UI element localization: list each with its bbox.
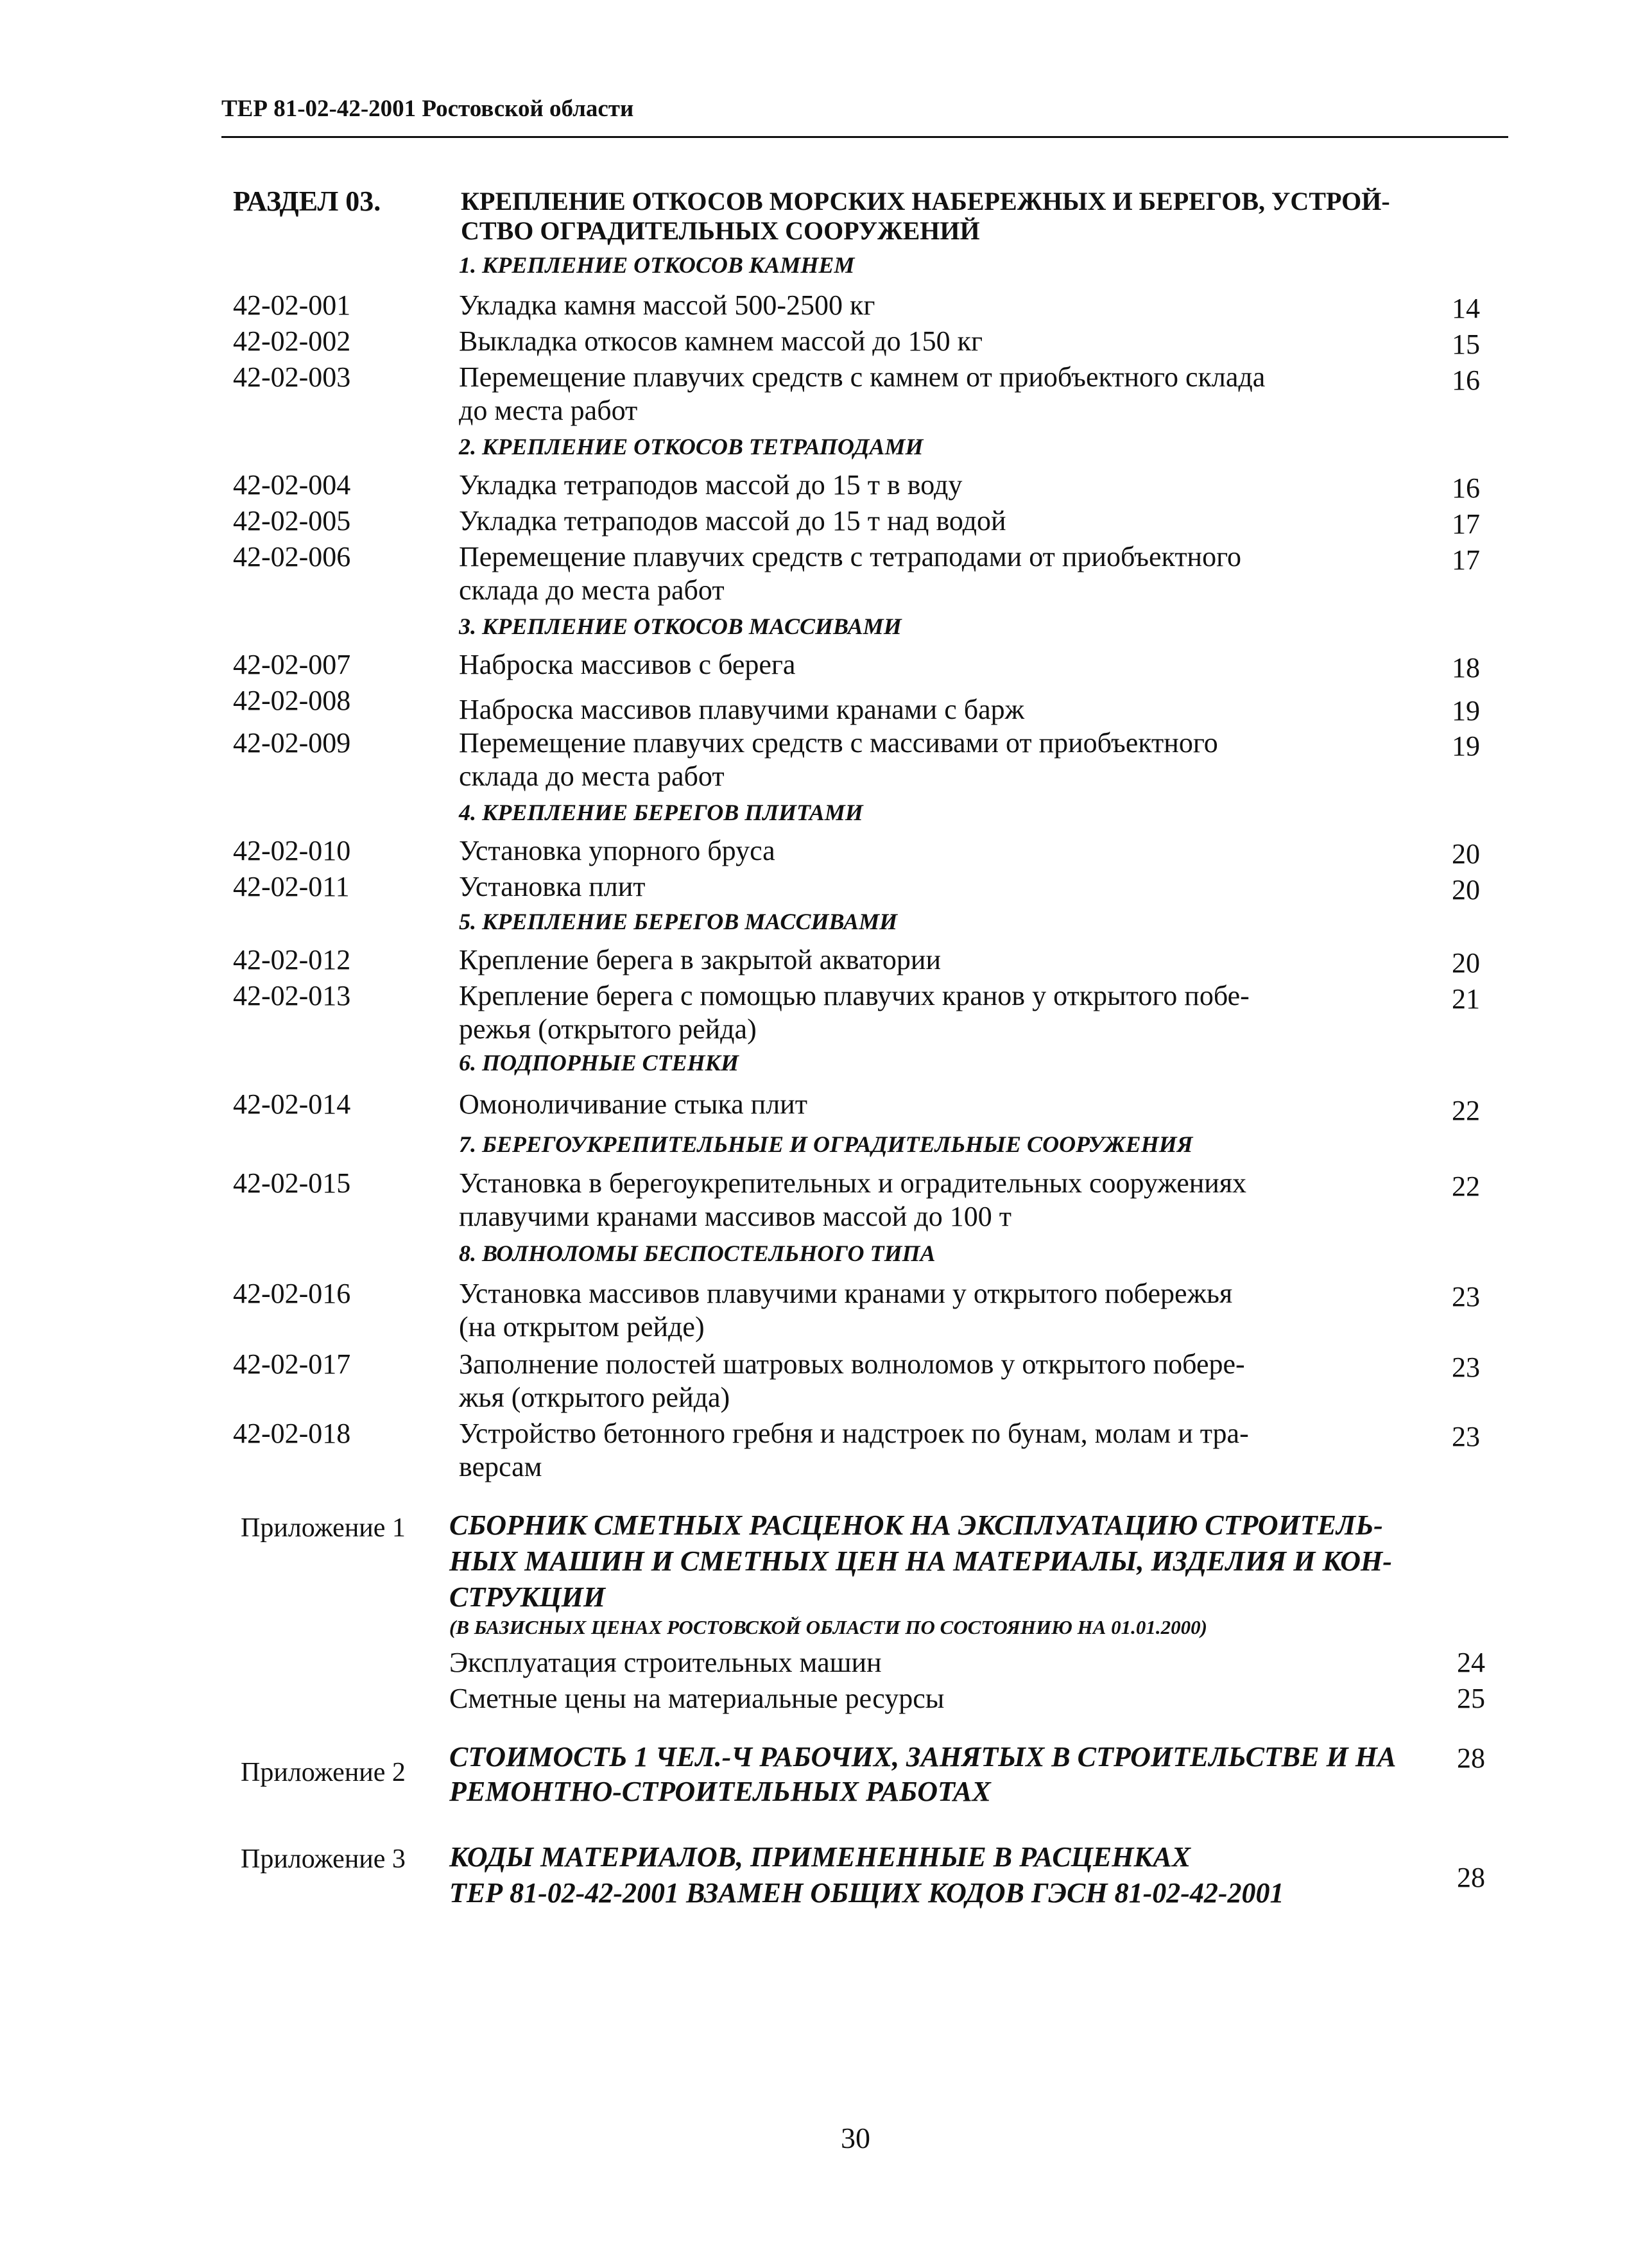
entry-page: 20	[1452, 874, 1480, 906]
entry-title: Выкладка откосов камнем массой до 150 кг	[459, 325, 983, 357]
entry-code: 42-02-007	[233, 649, 351, 680]
entry-title-cont: версам	[459, 1451, 542, 1482]
entry-title: Укладка тетраподов массой до 15 т в воду	[459, 469, 963, 501]
appendix-item-title: Эксплуатация строительных машин	[449, 1647, 882, 1678]
appendix-heading-line2: НЫХ МАШИН И СМЕТНЫХ ЦЕН НА МАТЕРИАЛЫ, ИЗДЕЛИЯ И КОН-	[449, 1545, 1392, 1577]
entry-page: 19	[1452, 730, 1480, 762]
entry-title: Укладка камня массой 500-2500 кг	[459, 289, 875, 321]
subsection-heading: 2. КРЕПЛЕНИЕ ОТКОСОВ ТЕТРАПОДАМИ	[459, 434, 924, 459]
entry-title: Заполнение полостей шатровых волноломов у открытого побере-	[459, 1348, 1245, 1380]
section-label: РАЗДЕЛ 03.	[233, 185, 381, 217]
entry-page: 22	[1452, 1095, 1480, 1126]
appendix-page: 28	[1457, 1862, 1485, 1893]
entry-title: Крепление берега с помощью плавучих кранов у открытого побе-	[459, 980, 1250, 1011]
document-header: ТЕР 81-02-42-2001 Ростовской области	[221, 96, 634, 122]
entry-page: 15	[1452, 329, 1480, 360]
entry-title: Укладка тетраподов массой до 15 т над водой	[459, 505, 1006, 537]
entry-code: 42-02-008	[233, 685, 351, 716]
subsection-heading: 7. БЕРЕГОУКРЕПИТЕЛЬНЫЕ И ОГРАДИТЕЛЬНЫЕ СООРУЖЕНИЯ	[459, 1131, 1193, 1157]
entry-page: 23	[1452, 1281, 1480, 1312]
entry-code: 42-02-012	[233, 944, 351, 975]
entry-code: 42-02-010	[233, 835, 351, 866]
entry-title: Перемещение плавучих средств с массивами от приобъектного	[459, 727, 1218, 759]
subsection-heading: 6. ПОДПОРНЫЕ СТЕНКИ	[459, 1050, 739, 1076]
entry-title: Установка в берегоукрепительных и оградительных сооружениях	[459, 1167, 1247, 1199]
entry-code: 42-02-006	[233, 541, 351, 572]
entry-page: 17	[1452, 544, 1480, 576]
entry-code: 42-02-013	[233, 980, 351, 1011]
entry-page: 14	[1452, 293, 1480, 324]
appendix-heading-line1: СТОИМОСТЬ 1 ЧЕЛ.-Ч РАБОЧИХ, ЗАНЯТЫХ В СТРОИТЕЛЬСТВЕ И НА	[449, 1741, 1397, 1773]
subsection-heading: 4. КРЕПЛЕНИЕ БЕРЕГОВ ПЛИТАМИ	[459, 800, 863, 825]
appendix-item-title: Сметные цены на материальные ресурсы	[449, 1683, 945, 1714]
appendix-item-page: 25	[1457, 1683, 1485, 1714]
entry-title: Перемещение плавучих средств с тетраподами от приобъектного	[459, 541, 1242, 572]
entry-page: 23	[1452, 1352, 1480, 1383]
entry-title: Установка массивов плавучими кранами у открытого побережья	[459, 1278, 1233, 1309]
entry-page: 18	[1452, 652, 1480, 683]
appendix-heading-line2: ТЕР 81-02-42-2001 ВЗАМЕН ОБЩИХ КОДОВ ГЭСН 81-02-42-2001	[449, 1877, 1284, 1909]
appendix-label: Приложение 3	[241, 1844, 406, 1874]
entry-page: 22	[1452, 1171, 1480, 1202]
appendix-label: Приложение 1	[241, 1513, 406, 1543]
page-number: 30	[841, 2122, 870, 2154]
entry-title: Установка упорного бруса	[459, 835, 775, 866]
entry-title: Устройство бетонного гребня и надстроек по бунам, молам и тра-	[459, 1418, 1249, 1449]
entry-title: Крепление берега в закрытой акватории	[459, 944, 942, 975]
entry-title: Наброска массивов плавучими кранами с барж	[459, 694, 1025, 725]
entry-code: 42-02-016	[233, 1278, 351, 1309]
entry-code: 42-02-018	[233, 1418, 351, 1449]
entry-code: 42-02-005	[233, 505, 351, 537]
entry-page: 17	[1452, 508, 1480, 540]
subsection-heading: 5. КРЕПЛЕНИЕ БЕРЕГОВ МАССИВАМИ	[459, 909, 898, 934]
appendix-heading-line2: РЕМОНТНО-СТРОИТЕЛЬНЫХ РАБОТАХ	[449, 1776, 991, 1807]
entry-code: 42-02-004	[233, 469, 351, 501]
entry-page: 19	[1452, 695, 1480, 726]
header-divider	[221, 136, 1508, 138]
entry-page: 21	[1452, 983, 1480, 1015]
entry-code: 42-02-003	[233, 361, 351, 393]
entry-page: 20	[1452, 838, 1480, 870]
entry-code: 42-02-009	[233, 727, 351, 759]
subsection-heading: 8. ВОЛНОЛОМЫ БЕСПОСТЕЛЬНОГО ТИПА	[459, 1241, 936, 1266]
entry-title-cont: жья (открытого рейда)	[459, 1382, 730, 1413]
entry-title-cont: склада до места работ	[459, 574, 725, 606]
appendix-label: Приложение 2	[241, 1758, 406, 1787]
entry-title-cont: плавучими кранами массивов массой до 100 т	[459, 1201, 1011, 1232]
entry-title: Наброска массивов с берега	[459, 649, 796, 680]
entry-page: 16	[1452, 365, 1480, 396]
section-title-line1: КРЕПЛЕНИЕ ОТКОСОВ МОРСКИХ НАБЕРЕЖНЫХ И БЕРЕГОВ, УСТРОЙ-	[461, 187, 1390, 216]
entry-code: 42-02-001	[233, 289, 351, 321]
entry-title-cont: режья (открытого рейда)	[459, 1013, 757, 1045]
appendix-page: 28	[1457, 1742, 1485, 1774]
appendix-heading-line1: СБОРНИК СМЕТНЫХ РАСЦЕНОК НА ЭКСПЛУАТАЦИЮ СТРОИТЕЛЬ-	[449, 1509, 1383, 1541]
entry-code: 42-02-002	[233, 325, 351, 357]
entry-code: 42-02-017	[233, 1348, 351, 1380]
entry-title-cont: до места работ	[459, 395, 638, 426]
entry-code: 42-02-011	[233, 871, 350, 902]
entry-title: Перемещение плавучих средств с камнем от приобъектного склада	[459, 361, 1266, 393]
section-title-line2: СТВО ОГРАДИТЕЛЬНЫХ СООРУЖЕНИЙ	[461, 216, 980, 245]
entry-code: 42-02-015	[233, 1167, 351, 1199]
appendix-item-page: 24	[1457, 1647, 1485, 1678]
entry-title: Омоноличивание стыка плит	[459, 1088, 807, 1120]
entry-page: 16	[1452, 472, 1480, 504]
entry-code: 42-02-014	[233, 1088, 351, 1120]
entry-page: 20	[1452, 947, 1480, 979]
appendix-heading-line1: КОДЫ МАТЕРИАЛОВ, ПРИМЕНЕННЫЕ В РАСЦЕНКАХ	[449, 1841, 1191, 1873]
subsection-heading: 3. КРЕПЛЕНИЕ ОТКОСОВ МАССИВАМИ	[459, 614, 902, 639]
appendix-subheading: (В БАЗИСНЫХ ЦЕНАХ РОСТОВСКОЙ ОБЛАСТИ ПО СОСТОЯНИЮ НА 01.01.2000)	[449, 1616, 1207, 1638]
subsection-heading: 1. КРЕПЛЕНИЕ ОТКОСОВ КАМНЕМ	[459, 252, 855, 278]
entry-title: Установка плит	[459, 871, 646, 902]
entry-title-cont: (на открытом рейде)	[459, 1311, 705, 1343]
entry-title-cont: склада до места работ	[459, 760, 725, 792]
entry-page: 23	[1452, 1421, 1480, 1452]
appendix-heading-line3: СТРУКЦИИ	[449, 1581, 606, 1613]
